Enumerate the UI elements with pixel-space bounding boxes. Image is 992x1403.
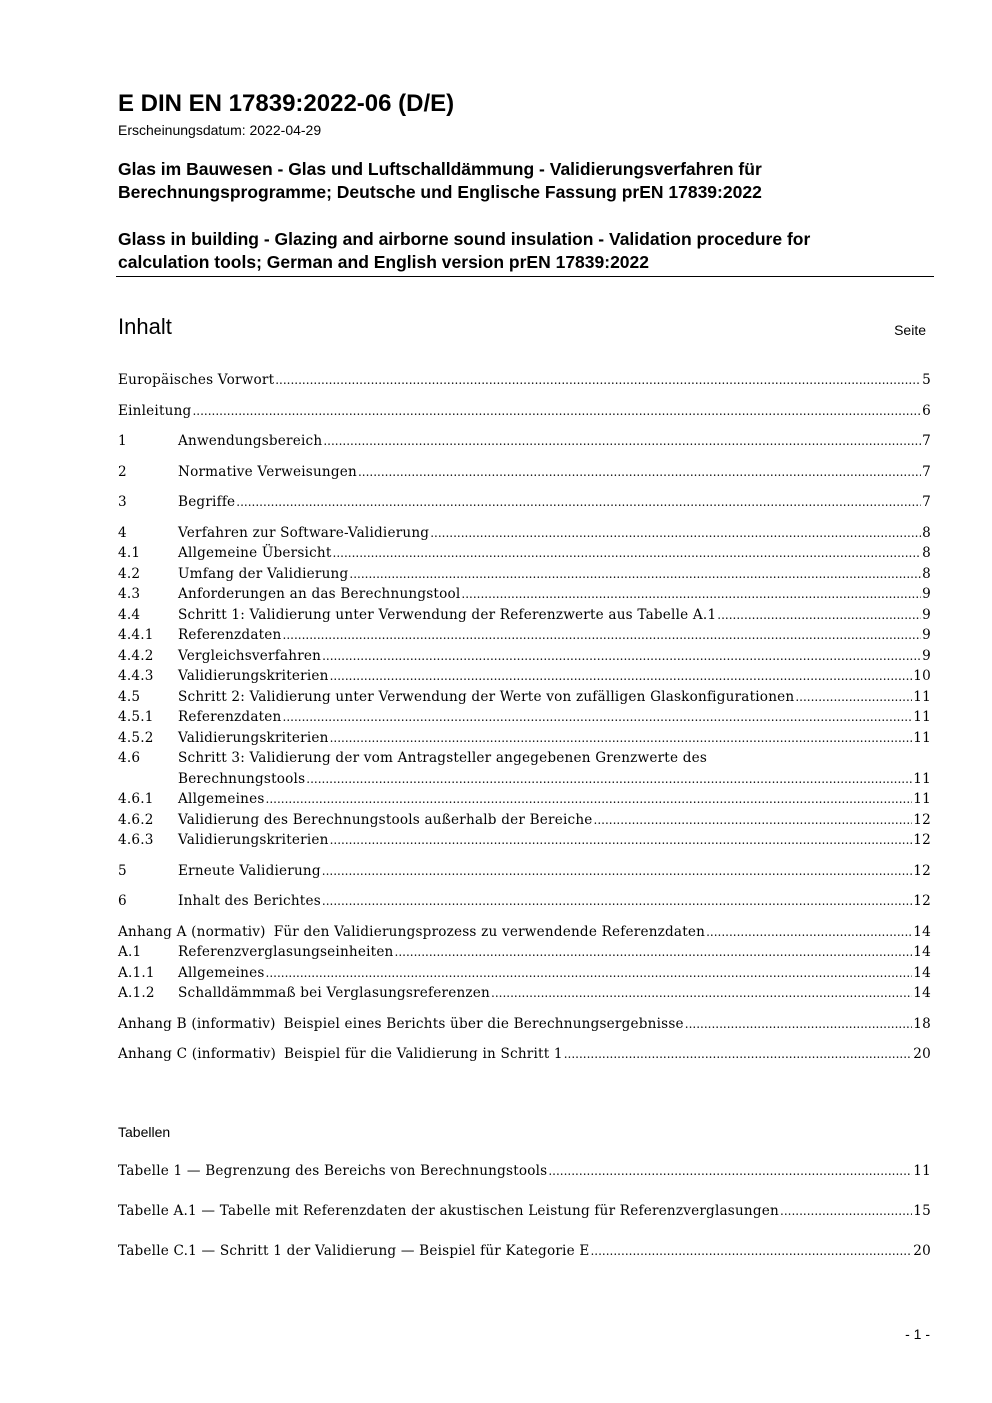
toc-entry-4-6-2[interactable] (118, 810, 931, 831)
toc-entry-number: Anhang A (normativ) (118, 923, 266, 940)
toc-entry-page: 14 (913, 985, 931, 1001)
toc-entry-number: 4.4.3 (118, 668, 154, 684)
toc-entry-4-6-1[interactable] (118, 789, 931, 810)
toc-entry-annex-c[interactable] (118, 1044, 931, 1065)
toc-entry-page: 11 (913, 770, 931, 787)
toc-leader-dots (306, 769, 912, 790)
toc-entry-title: Schritt 2: Validierung unter Verwendung der Werte von zufälligen Glaskonfigurationen (178, 688, 795, 705)
toc-entry-title: Inhalt des Berichtes (178, 893, 321, 909)
toc-entry-number: Anhang B (informativ) (118, 1015, 276, 1032)
toc-entry-page: 12 (913, 811, 931, 828)
toc-entry-page: 7 (922, 433, 931, 449)
toc-entry-page: 7 (922, 494, 931, 510)
toc-entry-number: 2 (118, 463, 127, 480)
page-number: - 1 - (905, 1326, 930, 1342)
toc-entry-number: 4 (118, 524, 127, 541)
toc-entry-page: 7 (922, 463, 931, 480)
subtitle-english-line-2: calculation tools; German and English version prEN 17839:2022 (118, 252, 650, 272)
toc-entry-page: 14 (913, 944, 931, 960)
toc-entry-introduction[interactable] (118, 401, 931, 422)
toc-entry-title: Schritt 3: Validierung der vom Antragsteller angegebenen Grenzwerte des (178, 750, 708, 766)
table-entry-title: Tabelle A.1 — Tabelle mit Referenzdaten der akustischen Leistung für Referenzverglasungen (118, 1203, 779, 1219)
toc-entry-page: 14 (913, 923, 931, 940)
toc-entry-page: 11 (913, 729, 931, 746)
toc-entry-number: A.1.1 (118, 964, 155, 981)
toc-entry-title: Validierungskriterien (178, 668, 329, 684)
toc-entry-4-6[interactable] (118, 748, 931, 769)
subtitle-german-line-1: Glas im Bauwesen - Glas und Luftschalldämmung - Validierungsverfahren für (118, 159, 762, 179)
toc-entry-number: 4.2 (118, 565, 141, 582)
toc-entry-4-5-2[interactable] (118, 728, 931, 749)
toc-entry-page: 12 (913, 893, 931, 909)
list-of-tables (118, 1161, 931, 1281)
toc-entry-page: 5 (922, 372, 931, 388)
table-entry-page: 15 (913, 1203, 931, 1219)
toc-leader-dots (706, 922, 912, 943)
table-entry-page: 20 (913, 1243, 931, 1259)
table-leader-dots (548, 1161, 912, 1182)
toc-leader-dots (395, 942, 913, 963)
toc-entry-title: Begriffe (178, 494, 236, 510)
toc-heading: Inhalt (118, 314, 172, 339)
toc-leader-dots (330, 728, 913, 749)
toc-entry-a-1-2[interactable] (118, 983, 931, 1004)
toc-entry-page: 12 (913, 832, 931, 848)
toc-entry-title: Europäisches Vorwort (118, 372, 275, 388)
toc-leader-dots (323, 431, 921, 452)
toc-entry-page: 8 (922, 565, 931, 582)
toc-entry-title: Beispiel eines Berichts über die Berechnungsergebnisse (283, 1015, 684, 1032)
toc-leader-dots (283, 625, 922, 646)
toc-entry-title: Vergleichsverfahren (178, 647, 322, 664)
table-entry-page: 11 (913, 1163, 931, 1179)
toc-entry-title: Anwendungsbereich (178, 433, 323, 449)
toc-leader-dots (322, 891, 912, 912)
toc-entry-number: A.1.2 (118, 985, 155, 1001)
toc-leader-dots (349, 564, 921, 585)
toc-entry-number: 4.4.2 (118, 647, 154, 664)
toc-entry-title: Erneute Validierung (178, 862, 321, 879)
toc-entry-page: 10 (913, 668, 931, 684)
toc-entry-number: 5 (118, 862, 127, 879)
document-title: E DIN EN 17839:2022-06 (D/E) (118, 90, 455, 117)
toc-entry-number: 4.5 (118, 688, 141, 705)
subtitle-german (118, 158, 762, 204)
toc-leader-dots (236, 492, 921, 513)
toc-entry-title: Berechnungstools (178, 770, 306, 787)
toc-leader-dots (283, 707, 913, 728)
toc-leader-dots (564, 1044, 913, 1065)
toc-entry-title: Einleitung (118, 402, 192, 419)
toc-leader-dots (266, 789, 913, 810)
toc-leader-dots (491, 983, 912, 1004)
toc-entry-page: 11 (913, 791, 931, 807)
toc-entry-number: 4.4 (118, 606, 141, 623)
toc-entry-4[interactable] (118, 523, 931, 544)
toc-entry-title: Für den Validierungsprozess zu verwendende Referenzdaten (273, 923, 706, 940)
table-entry-title: Tabelle 1 — Begrenzung des Bereichs von Berechnungstools (118, 1163, 548, 1179)
toc-entry-2[interactable] (118, 462, 931, 483)
toc-entry-page: 11 (913, 709, 931, 725)
toc-leader-dots (717, 605, 921, 626)
toc-entry-title: Referenzverglasungseinheiten (178, 944, 394, 960)
toc-entry-page: 9 (922, 606, 931, 623)
toc-entry-number: 4.6 (118, 750, 141, 766)
toc-entry-number: 4.1 (118, 545, 141, 561)
toc-entry-number: 3 (118, 494, 127, 510)
tables-heading: Tabellen (118, 1124, 171, 1140)
subtitle-english (118, 228, 810, 274)
toc-entry-1[interactable] (118, 431, 931, 452)
toc-entry-title: Validierungskriterien (178, 729, 329, 746)
toc-entry-page: 14 (913, 964, 931, 981)
subtitle-english-line-1: Glass in building - Glazing and airborne sound insulation - Validation procedure for (118, 229, 811, 249)
toc-entry-4-3[interactable] (118, 584, 931, 605)
toc-entry-4-4-2[interactable] (118, 646, 931, 667)
toc-entry-number: A.1 (118, 944, 142, 960)
table-leader-dots (590, 1241, 912, 1262)
toc-entry-a-1-1[interactable] (118, 963, 931, 984)
toc-entry-4-4[interactable] (118, 605, 931, 626)
toc-entry-4-6-3[interactable] (118, 830, 931, 851)
toc-entry-page: 12 (913, 862, 931, 879)
toc-entry-title: Schalldämmmaß bei Verglasungsreferenzen (178, 985, 490, 1001)
toc-entry-title: Allgemeine Übersicht (178, 545, 332, 561)
table-entry-title: Tabelle C.1 — Schritt 1 der Validierung — Beispiel für Kategorie E (118, 1243, 590, 1259)
toc-entry-page: 11 (913, 688, 931, 705)
toc-entry-title: Umfang der Validierung (178, 565, 349, 582)
table-entry-c-1[interactable] (118, 1241, 931, 1262)
toc-leader-dots (330, 666, 913, 687)
toc-entry-page: 8 (922, 524, 931, 541)
toc-entry-page: 9 (922, 586, 931, 602)
toc-entry-foreword[interactable] (118, 370, 931, 391)
toc-entry-title: Allgemeines (178, 964, 265, 981)
toc-entry-page: 8 (922, 545, 931, 561)
toc-leader-dots (333, 543, 922, 564)
toc-entry-page: 18 (913, 1015, 931, 1032)
toc-entry-4-1[interactable] (118, 543, 931, 564)
toc-entry-title: Allgemeines (178, 791, 265, 807)
table-of-contents (118, 370, 931, 1065)
toc-entry-page: 9 (922, 647, 931, 664)
header-divider (116, 276, 934, 277)
table-leader-dots (780, 1201, 912, 1222)
toc-leader-dots (266, 963, 913, 984)
toc-entry-5[interactable] (118, 861, 931, 882)
toc-entry-number: 4.6.3 (118, 832, 154, 848)
table-entry-1[interactable] (118, 1161, 931, 1182)
toc-entry-page: 9 (922, 627, 931, 643)
toc-entry-number: 4.5.2 (118, 729, 154, 746)
toc-entry-number: 4.3 (118, 586, 141, 602)
toc-leader-dots (192, 401, 921, 422)
toc-entry-number: 4.4.1 (118, 627, 154, 643)
toc-entry-title: Validierungskriterien (178, 832, 329, 848)
toc-entry-number: 4.6.1 (118, 791, 154, 807)
subtitle-german-line-2: Berechnungsprogramme; Deutsche und Englische Fassung prEN 17839:2022 (118, 182, 762, 202)
toc-entry-4-6-continued[interactable] (118, 769, 931, 790)
toc-leader-dots (430, 523, 921, 544)
toc-leader-dots (330, 830, 913, 851)
toc-entry-title: Referenzdaten (178, 709, 282, 725)
toc-leader-dots (275, 370, 921, 391)
toc-entry-number: Anhang C (informativ) (118, 1046, 277, 1062)
toc-leader-dots (461, 584, 921, 605)
toc-entry-6[interactable] (118, 891, 931, 912)
toc-entry-4-5-1[interactable] (118, 707, 931, 728)
toc-entry-title: Beispiel für die Validierung in Schritt 1 (284, 1046, 563, 1062)
toc-entry-4-4-1[interactable] (118, 625, 931, 646)
toc-entry-title: Anforderungen an das Berechnungstool (178, 586, 461, 602)
toc-entry-title: Verfahren zur Software-Validierung (178, 524, 430, 541)
toc-entry-number: 4.5.1 (118, 709, 154, 725)
table-entry-a-1[interactable] (118, 1201, 931, 1222)
toc-entry-number: 4.6.2 (118, 811, 154, 828)
toc-entry-4-4-3[interactable] (118, 666, 931, 687)
toc-entry-annex-b[interactable] (118, 1014, 931, 1035)
toc-leader-dots (322, 646, 921, 667)
toc-entry-number: 1 (118, 433, 127, 449)
toc-leader-dots (594, 810, 913, 831)
toc-entry-3[interactable] (118, 492, 931, 513)
publication-date: Erscheinungsdatum: 2022-04-29 (118, 122, 322, 138)
toc-leader-dots (685, 1014, 913, 1035)
toc-entry-annex-a[interactable] (118, 922, 931, 943)
toc-entry-page: 6 (922, 402, 931, 419)
toc-entry-4-5[interactable] (118, 687, 931, 708)
toc-entry-page: 20 (913, 1046, 931, 1062)
toc-leader-dots (795, 687, 912, 708)
toc-entry-title: Validierung des Berechnungstools außerhalb der Bereiche (178, 811, 593, 828)
toc-page-label: Seite (894, 322, 926, 338)
toc-entry-4-2[interactable] (118, 564, 931, 585)
toc-entry-title: Referenzdaten (178, 627, 282, 643)
toc-entry-title: Normative Verweisungen (178, 463, 357, 480)
toc-entry-number: 6 (118, 893, 127, 909)
toc-leader-dots (322, 861, 913, 882)
toc-entry-a-1[interactable] (118, 942, 931, 963)
toc-entry-title: Schritt 1: Validierung unter Verwendung der Referenzwerte aus Tabelle A.1 (178, 606, 717, 623)
toc-leader-dots (358, 462, 921, 483)
